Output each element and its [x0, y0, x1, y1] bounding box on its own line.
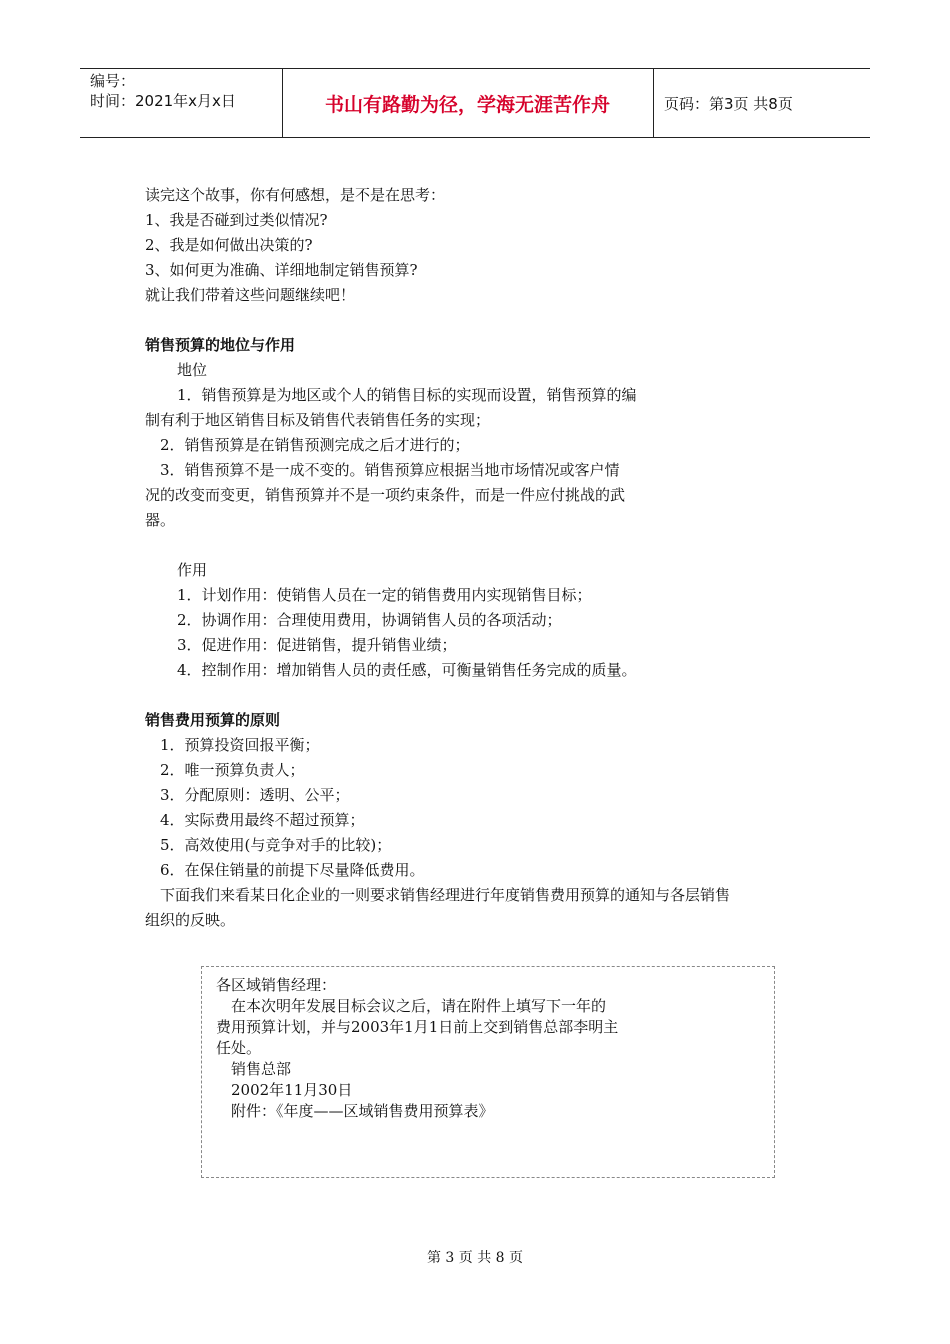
notice-line: 任处。 [216, 1039, 262, 1057]
page-footer: 第 3 页 共 8 页 [426, 1250, 524, 1266]
notice-line: 费用预算计划，并与2003年1月1日前上交到销售总部李明主 [216, 1018, 619, 1036]
notice-signature: 销售总部 [231, 1060, 292, 1078]
intro-line: 3、如何更为准确、详细地制定销售预算? [145, 261, 418, 279]
intro-line: 2、我是如何做出决策的? [145, 236, 313, 254]
header-motto: 书山有路勤为径，学海无涯苦作舟 [324, 93, 610, 116]
header-meta [90, 71, 236, 111]
page-header [80, 68, 870, 138]
paragraph-line: 组织的反映。 [145, 911, 236, 929]
intro-line: 读完这个故事，你有何感想，是不是在思考： [145, 186, 446, 204]
section-title: 销售预算的地位与作用 [145, 336, 296, 354]
intro-line: 1、我是否碰到过类似情况? [145, 211, 328, 229]
header-divider [653, 69, 654, 137]
list-item: 2．协调作用：合理使用费用，协调销售人员的各项活动； [177, 611, 562, 629]
list-item: 4．实际费用最终不超过预算； [160, 811, 365, 829]
notice-attachment: 附件：《年度——区域销售费用预算表》 [231, 1102, 494, 1120]
paragraph-line: 况的改变而变更，销售预算并不是一项约束条件，而是一件应付挑战的武 [145, 486, 626, 504]
notice-box [201, 966, 775, 1178]
list-item: 5．高效使用(与竞争对手的比较)； [160, 836, 392, 854]
list-item: 6．在保住销量的前提下尽量降低费用。 [160, 861, 425, 879]
document-body [145, 183, 815, 933]
paragraph-line: 2．销售预算是在销售预测完成之后才进行的； [160, 436, 470, 454]
paragraph-line: 制有利于地区销售目标及销售代表销售任务的实现； [145, 411, 491, 429]
subsection-label: 作用 [177, 561, 208, 579]
notice-line: 在本次明年发展目标会议之后，请在附件上填写下一年的 [231, 997, 607, 1015]
doc-date-label: 时间：2021年x月x日 [90, 92, 236, 110]
section-title: 销售费用预算的原则 [145, 711, 281, 729]
list-item: 3．促进作用：促进销售，提升销售业绩； [177, 636, 457, 654]
paragraph-line: 3．销售预算不是一成不变的。销售预算应根据当地市场情况或客户情 [160, 461, 620, 479]
list-item: 2．唯一预算负责人； [160, 761, 305, 779]
subsection-label: 地位 [177, 361, 208, 379]
list-item: 3．分配原则：透明、公平； [160, 786, 350, 804]
notice-text [216, 975, 676, 1122]
paragraph-line: 下面我们来看某日化企业的一则要求销售经理进行年度销售费用预算的通知与各层销售 [160, 886, 731, 904]
doc-number-label: 编号： [90, 72, 136, 90]
list-item: 1．预算投资回报平衡； [160, 736, 320, 754]
list-item: 1．计划作用：使销售人员在一定的销售费用内实现销售目标； [177, 586, 592, 604]
header-page-number: 页码：第3页 共8页 [664, 94, 793, 113]
paragraph-line: 1．销售预算是为地区或个人的销售目标的实现而设置，销售预算的编 [177, 386, 637, 404]
notice-line: 各区域销售经理： [216, 976, 337, 994]
paragraph-line: 器。 [145, 511, 176, 529]
list-item: 4．控制作用：增加销售人员的责任感，可衡量销售任务完成的质量。 [177, 661, 637, 679]
intro-line: 就让我们带着这些问题继续吧！ [145, 286, 356, 304]
notice-date: 2002年11月30日 [231, 1081, 353, 1099]
